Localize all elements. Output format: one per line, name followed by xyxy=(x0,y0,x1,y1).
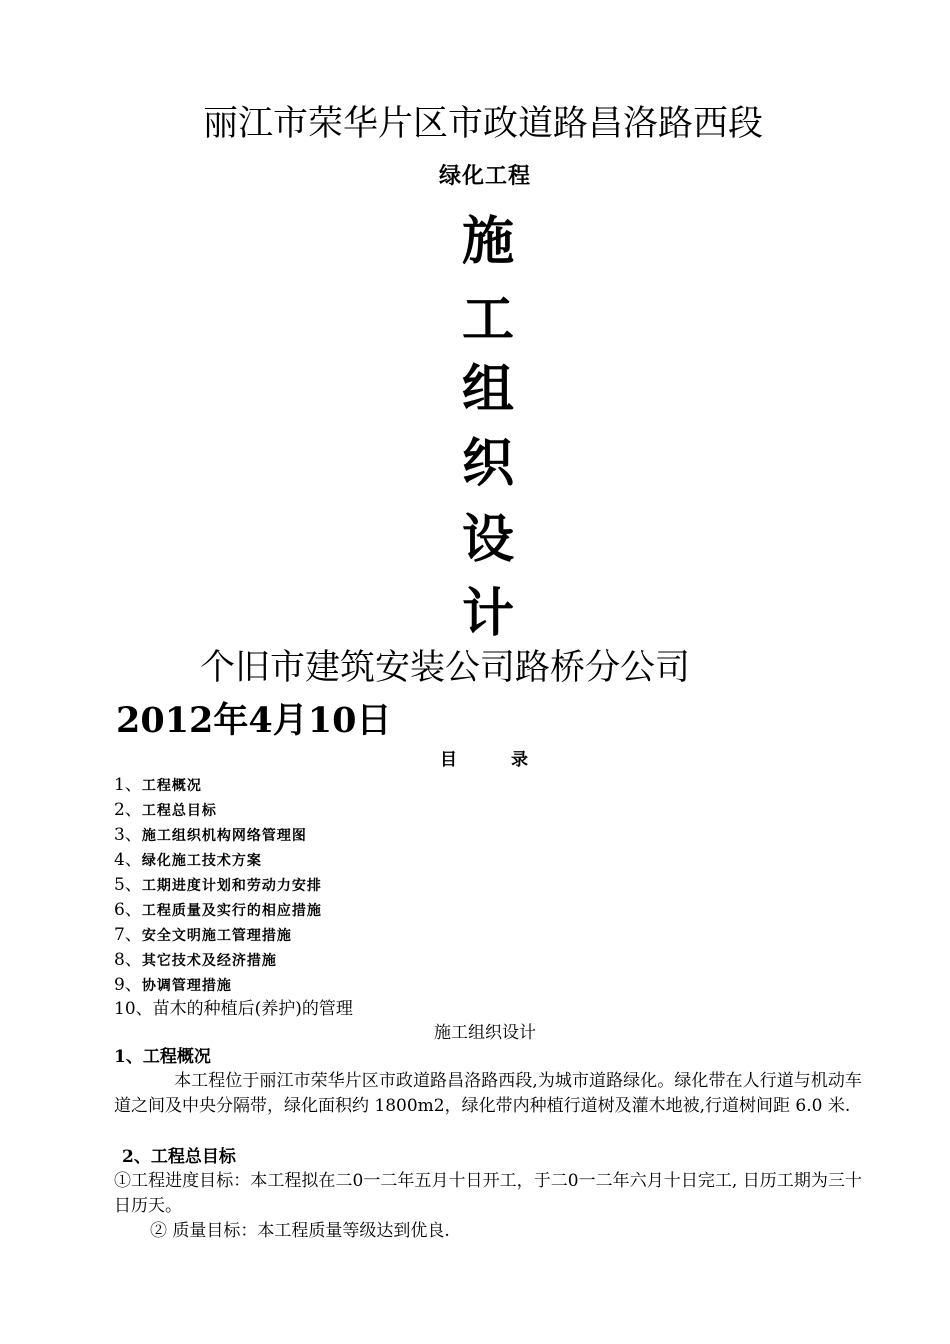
document-title: 丽江市荣华片区市政道路昌洛路西段 xyxy=(202,104,763,144)
vertical-title-char: 设 xyxy=(461,509,514,570)
toc-item-text: 绿化施工技术方案 xyxy=(141,853,262,869)
paragraph-schedule-goal: ①工程进度目标：本工程拟在二0一二年五月十日开工，于二0一二年六月十日完工, 日历工期为三十日历天。 xyxy=(114,1171,862,1216)
toc-item xyxy=(114,872,353,897)
vertical-title-char: 计 xyxy=(461,583,514,644)
toc-item-text: 工期进度计划和劳动力安排 xyxy=(141,878,322,894)
document-subtitle: 绿化工程 xyxy=(438,163,531,189)
vertical-title-char: 组 xyxy=(461,359,514,420)
toc-item xyxy=(114,947,353,972)
paragraph-project-overview xyxy=(114,1069,862,1119)
toc-item-text: 安全文明施工管理措施 xyxy=(141,928,292,944)
toc-item xyxy=(114,922,353,947)
toc-item-text: 苗木的种植后(养护)的管理 xyxy=(152,999,353,1019)
toc-item-text: 工程总目标 xyxy=(141,803,217,819)
paragraph-quality-goal: ② 质量目标：本工程质量等级达到优良. xyxy=(150,1221,450,1241)
toc-item-text: 施工组织机构网络管理图 xyxy=(141,828,307,844)
toc-item-number: 4、 xyxy=(114,850,142,870)
paragraph-text: 本工程位于丽江市荣华片区市政道路昌洛路西段,为城市道路绿化。绿化带在人行道与机动车道之间及中央分隔带，绿化面积约 1800m2，绿化带内种植行道树及灌木地被,行道树间距 6.0 米. xyxy=(114,1071,862,1116)
vertical-title-char: 施 xyxy=(461,211,514,272)
toc-item-number: 2、 xyxy=(114,800,142,820)
vertical-title-char: 织 xyxy=(461,433,514,494)
toc-item xyxy=(114,897,353,922)
toc-item-number: 3、 xyxy=(114,825,142,845)
toc-item-number: 6、 xyxy=(114,900,142,920)
toc-item-number: 5、 xyxy=(114,875,142,895)
toc-list xyxy=(114,772,353,1022)
heading-project-overview: 1、工程概况 xyxy=(114,1047,211,1067)
toc-item xyxy=(114,847,353,872)
toc-item xyxy=(114,972,353,997)
toc-item-number: 1、 xyxy=(114,775,142,795)
toc-item-text: 工程质量及实行的相应措施 xyxy=(141,903,322,919)
toc-item-number: 10、 xyxy=(114,999,153,1019)
vertical-title-char: 工 xyxy=(461,289,514,350)
toc-item xyxy=(114,822,353,847)
toc-title-right: 录 xyxy=(511,750,532,770)
toc-item-number: 7、 xyxy=(114,925,142,945)
toc-title-left: 目 xyxy=(440,750,461,770)
toc-item xyxy=(114,997,353,1022)
section-title: 施工组织设计 xyxy=(434,1023,536,1043)
toc-item-number: 8、 xyxy=(114,950,142,970)
company-name: 个旧市建筑安装公司路桥分公司 xyxy=(200,648,691,688)
toc-item-text: 其它技术及经济措施 xyxy=(141,953,277,969)
toc-item xyxy=(114,772,353,797)
heading-project-goals: 2、工程总目标 xyxy=(122,1147,236,1167)
document-date: 2012年4月10日 xyxy=(116,700,392,741)
toc-item-text: 工程概况 xyxy=(141,778,202,794)
toc-item xyxy=(114,797,353,822)
toc-title xyxy=(440,748,532,772)
toc-item-number: 9、 xyxy=(114,975,142,995)
toc-item-text: 协调管理措施 xyxy=(141,978,232,994)
